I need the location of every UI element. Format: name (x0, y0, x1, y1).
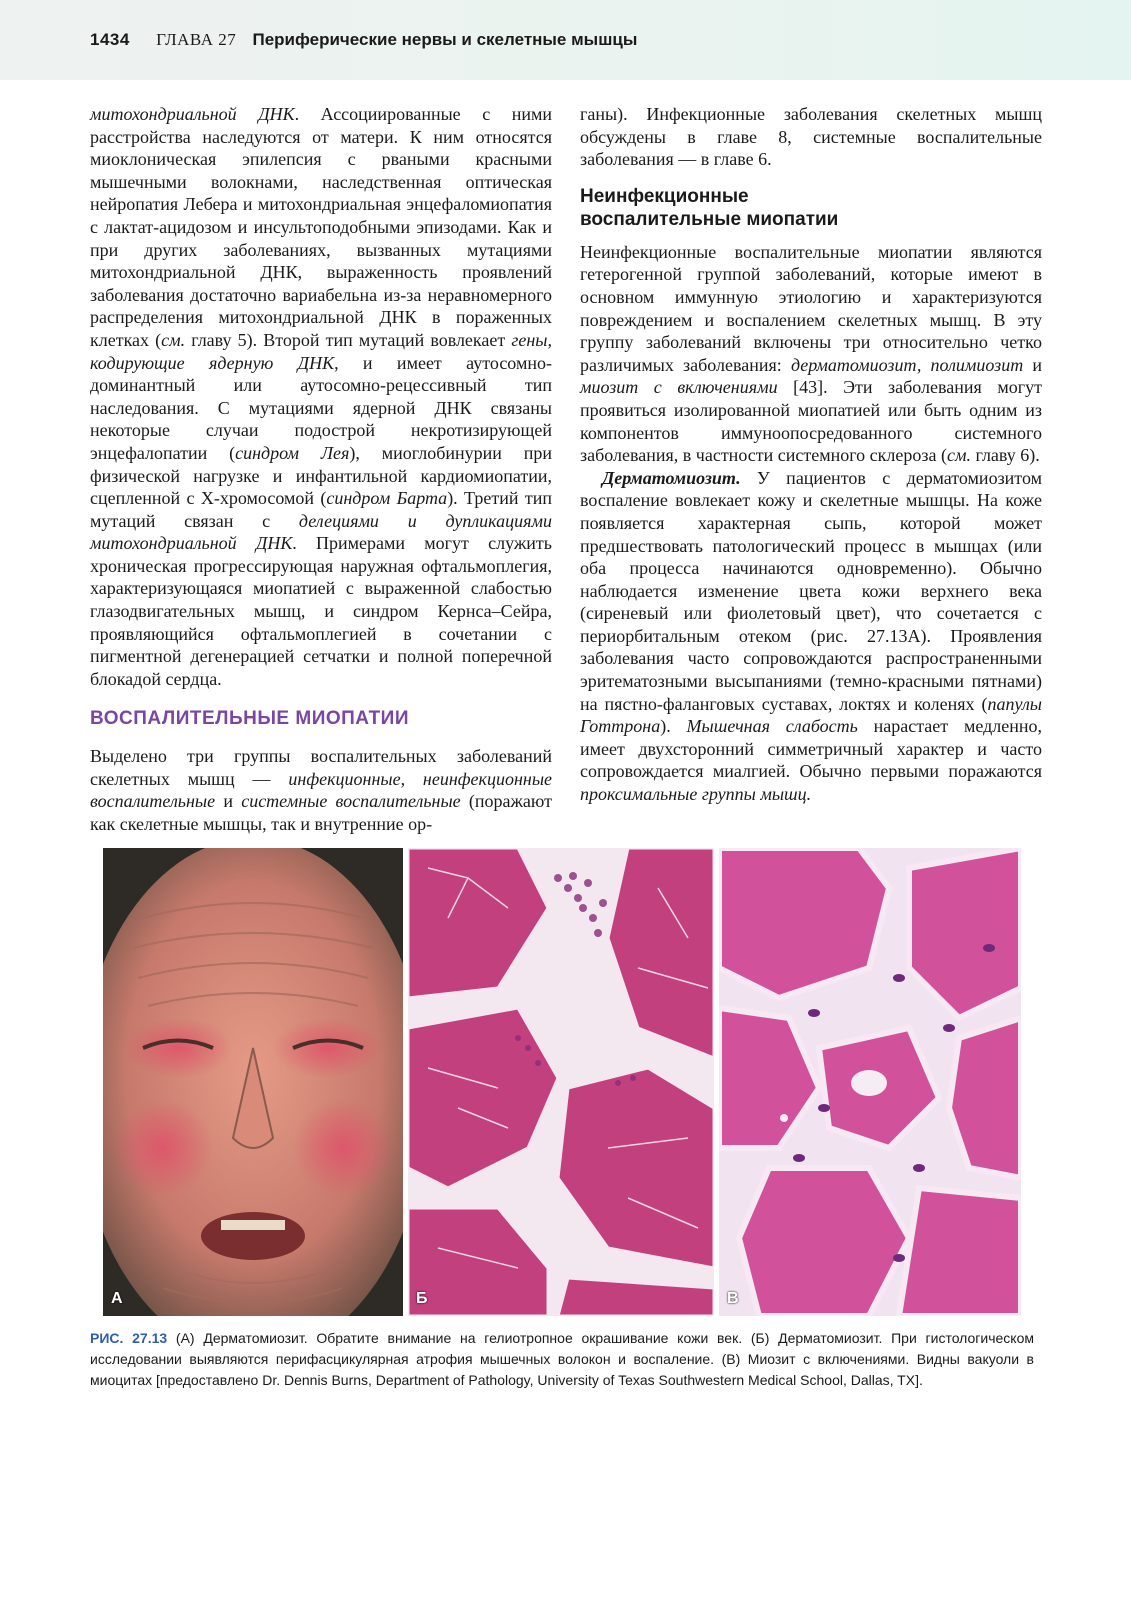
term-barth: синдром Барта (326, 488, 448, 509)
figure-number: РИС. 27.13 (90, 1330, 168, 1346)
text: . Примерами могут служить хроническая прогрессирующая наружная офтальмоплегия, характеризующаяся миопатией с выраженной слабостью глазодвигательных мышц, и синдром Кернса–Сейра, проявляющийся офтальмоплегией в сочетании с пигментной дегенерацией сетчатки и полной поперечной блокадой сердца. (90, 533, 552, 689)
face-illustration (103, 848, 403, 1316)
right-column (580, 103, 1042, 806)
histology-b-illustration (408, 848, 714, 1316)
run-in-heading: Дерматомиозит. (602, 467, 741, 488)
text: , и имеет аутосомно-доминантный или аутосомно-рецессивный тип наследования. С мутациями ядерной ДНК связаны некоторые случаи подострой некротизирующей энцефалопатии ( (90, 352, 552, 463)
text: нарастает медленно, имеет двухсторонний симметричный характер и часто сопровождается миалгией. Обычно первыми поражаются (580, 716, 1042, 782)
caption-text-c: (В) Миозит с включениями. Видны вакуоли в миоцитах [предоставлено Dr. Dennis Burns, Department of Pathology, University of Texas Southwestern Medical School, Dallas, TX]. (90, 1351, 1034, 1388)
right-paragraph-2 (580, 241, 1042, 467)
text: У пациентов с дерматомиозитом воспаление вовлекает кожу и скелетные мышцы. На коже появляется характерная сыпь, которой может предшествовать патологический процесс в мышцах (или оба процесса начинаются одновременно). Обычно наблюдается изменение цвета кожи верхнего века (сиреневый или фиолетовый цвет), что сочетается с периорбитальным отеком (рис. 27.13А). Проявления заболевания часто сопровождаются распространенными эритематозными высыпаниями (темно-красными пятнами) на пястно-фаланговых суставах, локтях и коленях ( (580, 467, 1042, 714)
left-paragraph-2 (90, 745, 552, 835)
term-nuclear-genes: гены, кодирующие ядерную ДНК (90, 329, 552, 373)
text: (поражают как скелетные мышцы, так и внутренние ор- (90, 791, 553, 834)
caption-text-a: (А) Дерматомиозит. Обратите внимание на гелиотропное окрашивание кожи век. (167, 1330, 751, 1346)
panel-b-histology (408, 848, 714, 1316)
section-heading: ВОСПАЛИТЕЛЬНЫЕ МИОПАТИИ (90, 708, 409, 730)
text: главу 5). Второй тип мутаций вовлекает (185, 329, 512, 350)
heading-line-2: воспалительные миопатии (580, 208, 839, 230)
text: Неинфекционные воспалительные миопатии являются гетерогенной группой заболеваний, которые имеют в основном иммунную этиологию и характеризуются повреждением и воспалением скелетных мышц. В эту группу заболеваний включены три относительно четко различимых заболевания: (580, 241, 1042, 375)
header-row (90, 30, 637, 50)
term-deletions: делециями и дупликациями митохондриальной ДНК (90, 510, 552, 554)
left-column (90, 103, 552, 835)
chapter-label: ГЛАВА 27 (156, 30, 237, 49)
text-ref: см. (946, 445, 971, 466)
left-paragraph-1 (90, 103, 552, 690)
text-ref: см. (161, 329, 186, 350)
text: главу 6). (970, 445, 1040, 466)
heading-line-1: Неинфекционные (580, 185, 749, 207)
panel-a-label: А (111, 1290, 123, 1307)
text: ). Третий тип мутаций связан с (90, 488, 552, 531)
text: и (1023, 354, 1042, 375)
histology-c-illustration (719, 848, 1021, 1316)
text: ), миоглобинурии при физической нагрузке и инфантильной кардиомиопатии, сцепленной с X-хромосомой ( (90, 442, 553, 509)
text: . Ассоциированные с ними расстройства наследуются от матери. К ним относятся миоклоническая эпилепсия с рваными красными мышечными волокнами, наследственная оптическая нейропатия Лебера и митохондриальная энцефаломиопатия с лактат-ацидозом и инсультоподобными эпизодами. Как и при других заболеваниях, вызванных мутациями митохондриальной ДНК, выраженность проявлений заболевания достаточно вариабельна из-за неравномерного распределения митохондриальной ДНК в пораженных клетках ( (90, 104, 552, 350)
text: и (215, 791, 242, 812)
panel-b-label: Б (416, 1290, 428, 1307)
page-number: 1434 (90, 30, 130, 49)
text: [43]. Эти заболевания могут проявиться изолированной миопатией или быть одним из компонентов иммуноопосредованного системного заболевания, в частности системного склероза ( (580, 377, 1042, 466)
right-paragraph-1: ганы). Инфекционные заболевания скелетных мышц обсуждены в главе 8, системные воспалительные заболевания — в главе 6. (580, 104, 1042, 170)
term: Мышечная слабость (686, 716, 858, 737)
text: ). (660, 716, 687, 737)
caption-text-b: (Б) Дерматомиозит. При гистологическом исследовании выявляются перифасцикулярная атрофия мышечных волокон и воспаление. (90, 1330, 1034, 1367)
subsection-heading (580, 185, 1042, 231)
term: системные воспалительные (241, 791, 461, 812)
chapter-title: Периферические нервы и скелетные мышцы (252, 30, 638, 49)
panel-c-label: В (727, 1290, 739, 1307)
figure-caption (90, 1328, 1034, 1391)
text: Выделено три группы воспалительных заболеваний скелетных мышц — (90, 746, 552, 789)
term: миозит с включениями (580, 377, 778, 398)
right-paragraph-3 (580, 467, 1042, 806)
term-mtdna: митохондриальной ДНК (90, 104, 295, 124)
term-leigh: синдром Лея (235, 442, 350, 463)
panel-c-histology (719, 848, 1021, 1316)
term: инфекционные, неинфекционные воспалительные (90, 768, 552, 812)
figure-27-13 (103, 848, 1021, 1316)
term: проксимальные группы мышц. (580, 784, 812, 805)
running-header (0, 0, 1131, 80)
panel-a-photo (103, 848, 403, 1316)
term: папулы Готтрона (580, 693, 1042, 737)
term: дерматомиозит, полимиозит (790, 354, 1024, 375)
